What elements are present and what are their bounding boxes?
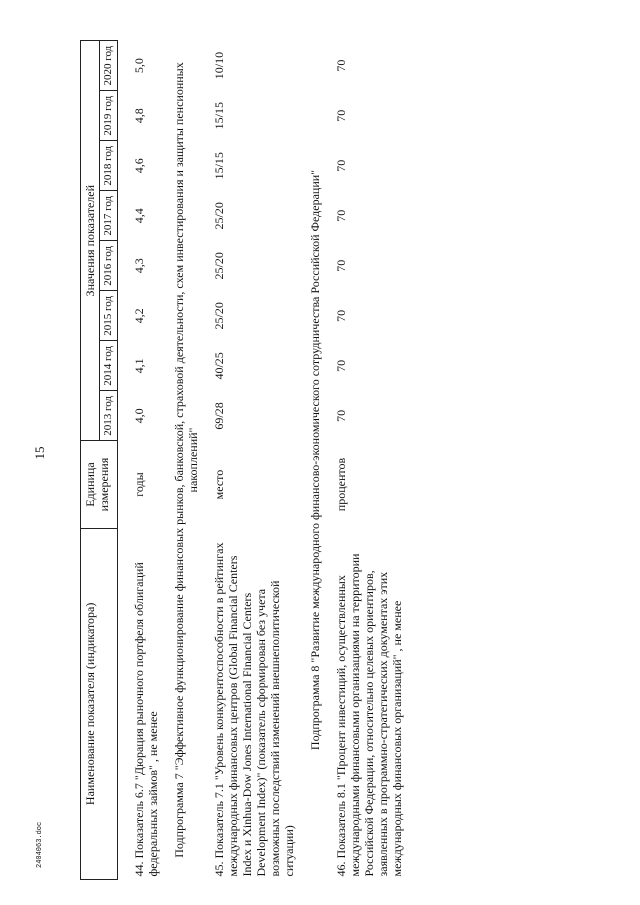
value-cell: 70 <box>334 159 348 172</box>
value-cell: 4,3 <box>132 258 146 274</box>
value-cell: 25/20 <box>212 302 226 330</box>
value-cell: 4,1 <box>132 358 146 374</box>
table-row <box>118 41 163 880</box>
subprogram-8-title: Подпрограмма 8 "Развитие международного финансово-экономического сотрудничества Российской Федерации" <box>308 169 322 751</box>
value-cell: 15/15 <box>212 152 226 180</box>
table-row <box>332 41 406 880</box>
subprogram-row <box>298 41 332 880</box>
value-cell: 70 <box>334 59 348 72</box>
indicator-name: 44. Показатель 6.7 "Дюрация рыночного портфеля облигаций федеральных займов" , не менее <box>132 562 160 877</box>
value-cell: 40/25 <box>212 352 226 380</box>
value-cell: 70 <box>334 409 348 422</box>
value-cell: 4,6 <box>132 158 146 174</box>
header-name: Наименование показателя (индикатора) <box>81 528 118 879</box>
header-year: 2013 год <box>100 391 118 441</box>
header-year: 2018 год <box>100 141 118 191</box>
footer-doc-code: 2404063.doc <box>36 821 44 868</box>
indicator-unit: годы <box>132 472 146 497</box>
indicator-unit: место <box>212 469 226 500</box>
indicator-unit: процентов <box>334 457 348 512</box>
page-number: 15 <box>32 446 47 460</box>
subprogram-7-title: Подпрограмма 7 "Эффективное функционирование финансовых рынков, банковской, страховой деятельности, схем инвестирования и защиты пенсионных накоплений" <box>172 62 200 858</box>
header-values: Значения показателей <box>81 41 100 441</box>
value-cell: 15/15 <box>212 102 226 130</box>
value-cell: 70 <box>334 109 348 122</box>
value-cell: 70 <box>334 259 348 272</box>
value-cell: 4,4 <box>132 208 146 224</box>
header-year: 2016 год <box>100 241 118 291</box>
value-cell: 70 <box>334 309 348 322</box>
subprogram-row <box>162 41 210 880</box>
value-cell: 25/20 <box>212 202 226 230</box>
value-cell: 4,0 <box>132 408 146 424</box>
header-year: 2020 год <box>100 41 118 91</box>
header-unit: Единица измерения <box>81 441 118 528</box>
header-year: 2015 год <box>100 291 118 341</box>
value-cell: 69/28 <box>212 402 226 430</box>
value-cell: 5,0 <box>132 58 146 74</box>
table-row <box>210 41 298 880</box>
value-cell: 70 <box>334 209 348 222</box>
value-cell: 4,8 <box>132 108 146 124</box>
header-year: 2014 год <box>100 341 118 391</box>
value-cell: 25/20 <box>212 252 226 280</box>
value-cell: 4,2 <box>132 308 146 324</box>
document-page <box>80 40 620 880</box>
header-year: 2019 год <box>100 91 118 141</box>
header-year: 2017 год <box>100 191 118 241</box>
indicator-name: 45. Показатель 7.1 "Уровень конкурентоспособности в рейтингах международных финансовых центров (Global Financial Centers Index и Xinhua-Dow Jones International Financial Centers Development Index)" (показатель сформирован без учета возможных последствий изменений внешнеполитической ситуации) <box>212 542 296 877</box>
value-cell: 70 <box>334 359 348 372</box>
indicator-name: 46. Показатель 8.1 "Процент инвестиций, осуществленных международными финансовыми организациями на территории Российской Федерации, относительно целевых ориентиров, заявленных в программно-стратегических документах этих международных финансовых организаций" , не менее <box>334 553 404 877</box>
value-cell: 10/10 <box>212 51 226 80</box>
indicators-table <box>80 40 406 880</box>
